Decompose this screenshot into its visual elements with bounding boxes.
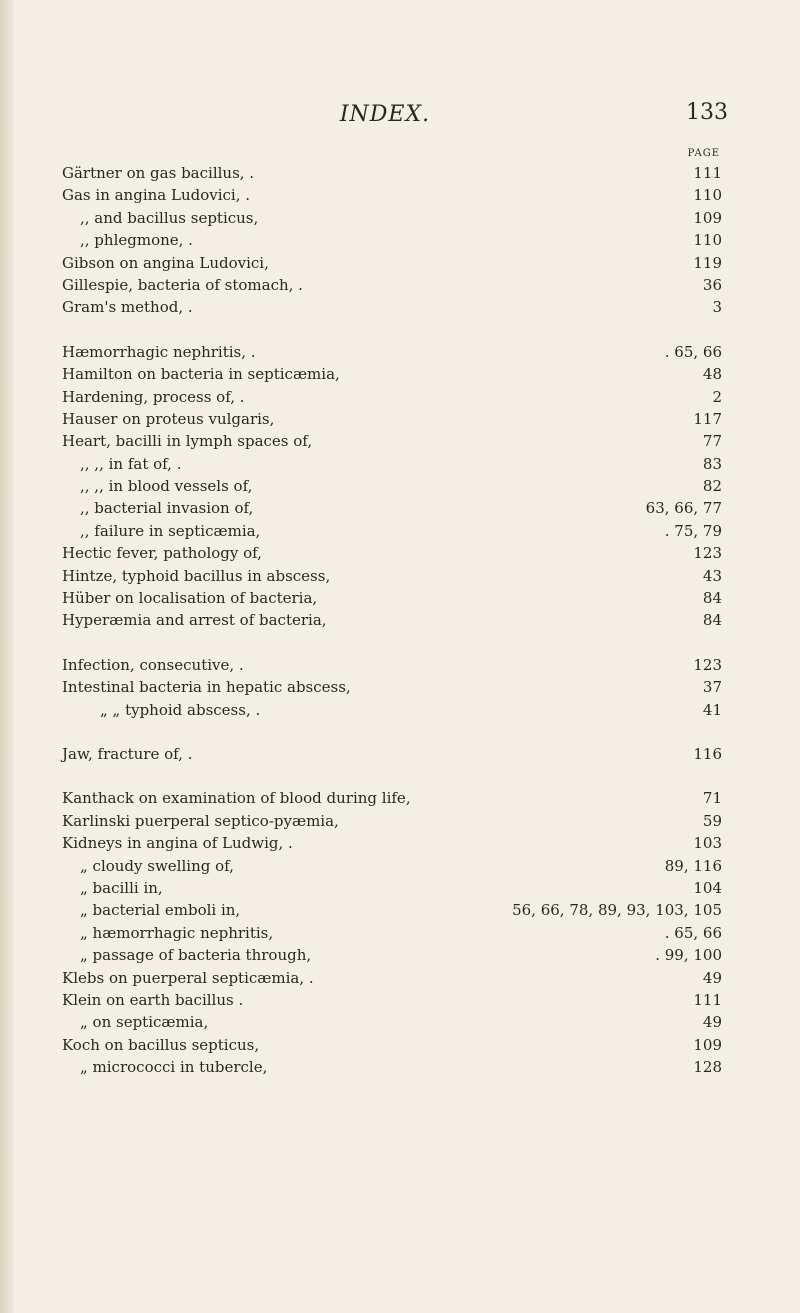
index-entry <box>62 855 722 877</box>
entry-term: Hintze, typhoid bacillus in abscess, <box>62 566 331 585</box>
index-entry <box>62 542 722 564</box>
entry-pages: 77 <box>702 432 722 451</box>
index-entry <box>62 899 722 921</box>
index-entries <box>62 162 722 1100</box>
entry-term: Karlinski puerperal septico-pyæmia, <box>62 811 339 830</box>
entry-pages: . 75, 79 <box>664 521 722 540</box>
index-entry <box>62 787 722 809</box>
index-entry <box>62 989 722 1011</box>
entry-pages: 128 <box>693 1058 722 1077</box>
page-edge-shadow <box>0 0 14 1313</box>
entry-pages: 123 <box>693 655 722 674</box>
entry-term: Hyperæmia and arrest of bacteria, <box>62 611 327 630</box>
page-header <box>0 100 800 136</box>
entry-pages: 43 <box>702 566 722 585</box>
index-entry <box>62 520 722 542</box>
entry-pages: 117 <box>693 409 722 428</box>
index-entry <box>62 408 722 430</box>
entry-term: Klein on earth bacillus . <box>62 990 244 1009</box>
entry-pages: 37 <box>702 678 722 697</box>
entry-pages: 109 <box>693 1035 722 1054</box>
running-title: INDEX. <box>339 102 431 127</box>
entry-pages: 111 <box>693 164 722 182</box>
index-entry <box>62 430 722 452</box>
entry-pages: 63, 66, 77 <box>645 499 722 518</box>
entry-term: Kanthack on examination of blood during life, <box>62 789 411 808</box>
page-number: 133 <box>686 100 728 125</box>
index-entry <box>62 341 722 363</box>
index-entry <box>62 654 722 676</box>
entry-term: „ passage of bacteria through, <box>80 946 312 965</box>
index-entry <box>62 1056 722 1078</box>
index-entry <box>62 565 722 587</box>
entry-term: Gillespie, bacteria of stomach, . <box>62 275 303 294</box>
entry-term: Intestinal bacteria in hepatic abscess, <box>62 678 351 697</box>
entry-pages: 111 <box>693 990 722 1009</box>
entry-term: Hectic fever, pathology of, <box>62 544 262 563</box>
entry-term: „ „ typhoid abscess, . <box>100 700 261 719</box>
index-entry <box>62 453 722 475</box>
index-letter-group <box>62 341 722 632</box>
entry-term: „ bacilli in, <box>80 878 163 897</box>
page-column-label: PAGE <box>687 148 720 159</box>
index-entry <box>62 810 722 832</box>
entry-term: Gärtner on gas bacillus, . <box>62 164 255 182</box>
index-entry <box>62 229 722 251</box>
index-letter-group <box>62 787 722 1078</box>
entry-term: Gram's method, . <box>62 298 193 317</box>
entry-term: Koch on bacillus septicus, <box>62 1035 260 1054</box>
index-entry <box>62 207 722 229</box>
entry-pages: . 65, 66 <box>664 342 722 361</box>
entry-pages: 2 <box>712 387 722 406</box>
index-entry <box>62 386 722 408</box>
index-entry <box>62 1011 722 1033</box>
entry-term: Hüber on localisation of bacteria, <box>62 589 318 608</box>
entry-pages: 83 <box>702 454 722 473</box>
entry-pages: 56, 66, 78, 89, 93, 103, 105 <box>512 901 722 920</box>
entry-pages: 3 <box>712 298 722 317</box>
entry-term: Heart, bacilli in lymph spaces of, <box>62 432 313 451</box>
index-entry <box>62 877 722 899</box>
entry-term: ,, bacterial invasion of, <box>80 499 254 518</box>
entry-pages: 49 <box>702 1013 722 1032</box>
index-entry <box>62 1034 722 1056</box>
index-entry <box>62 184 722 206</box>
index-entry <box>62 475 722 497</box>
entry-pages: 59 <box>702 811 722 830</box>
index-entry <box>62 944 722 966</box>
entry-pages: . 99, 100 <box>655 946 722 965</box>
entry-term: Kidneys in angina of Ludwig, . <box>62 834 293 853</box>
entry-term: ,, failure in septicæmia, <box>80 521 261 540</box>
entry-pages: . 65, 66 <box>664 923 722 942</box>
entry-term: Hamilton on bacteria in septicæmia, <box>62 365 340 384</box>
entry-term: „ hæmorrhagic nephritis, <box>80 923 274 942</box>
entry-term: „ cloudy swelling of, <box>80 856 234 875</box>
index-entry <box>62 296 722 318</box>
entry-pages: 49 <box>702 968 722 987</box>
entry-pages: 116 <box>693 744 722 763</box>
entry-pages: 82 <box>702 477 722 496</box>
entry-term: Gibson on angina Ludovici, <box>62 253 269 272</box>
entry-pages: 119 <box>693 253 722 272</box>
entry-pages: 36 <box>702 275 722 294</box>
index-entry <box>62 252 722 274</box>
entry-pages: 103 <box>693 834 722 853</box>
entry-term: Infection, consecutive, . <box>62 655 244 674</box>
index-letter-group <box>62 743 722 765</box>
entry-term: „ bacterial emboli in, <box>80 901 241 920</box>
index-entry <box>62 497 722 519</box>
index-entry <box>62 274 722 296</box>
index-entry <box>62 162 722 184</box>
entry-term: „ micrococci in tubercle, <box>80 1058 268 1077</box>
index-entry <box>62 587 722 609</box>
entry-pages: 71 <box>702 789 722 808</box>
entry-term: Klebs on puerperal septicæmia, . <box>62 968 314 987</box>
entry-term: Gas in angina Ludovici, . <box>62 186 251 205</box>
entry-pages: 89, 116 <box>664 856 722 875</box>
entry-pages: 48 <box>702 365 722 384</box>
index-letter-group <box>62 162 722 319</box>
entry-pages: 84 <box>702 611 722 630</box>
entry-term: „ on septicæmia, <box>80 1013 209 1032</box>
entry-pages: 123 <box>693 544 722 563</box>
entry-term: Hæmorrhagic nephritis, . <box>62 342 256 361</box>
index-entry <box>62 743 722 765</box>
index-entry <box>62 967 722 989</box>
entry-pages: 84 <box>702 589 722 608</box>
entry-term: Hardening, process of, . <box>62 387 245 406</box>
entry-pages: 109 <box>693 208 722 227</box>
index-entry <box>62 363 722 385</box>
index-entry <box>62 676 722 698</box>
entry-pages: 104 <box>693 878 722 897</box>
index-entry <box>62 832 722 854</box>
entry-term: ,, ,, in blood vessels of, <box>80 477 253 496</box>
entry-pages: 110 <box>693 186 722 205</box>
index-letter-group <box>62 654 722 721</box>
index-entry <box>62 699 722 721</box>
entry-pages: 41 <box>702 700 722 719</box>
index-entry <box>62 922 722 944</box>
entry-pages: 110 <box>693 231 722 250</box>
entry-term: ,, ,, in fat of, . <box>80 454 182 473</box>
entry-term: ,, phlegmone, . <box>80 231 193 250</box>
entry-term: Hauser on proteus vulgaris, <box>62 409 275 428</box>
index-entry <box>62 609 722 631</box>
entry-term: Jaw, fracture of, . <box>62 744 193 763</box>
entry-term: ,, and bacillus septicus, <box>80 208 259 227</box>
